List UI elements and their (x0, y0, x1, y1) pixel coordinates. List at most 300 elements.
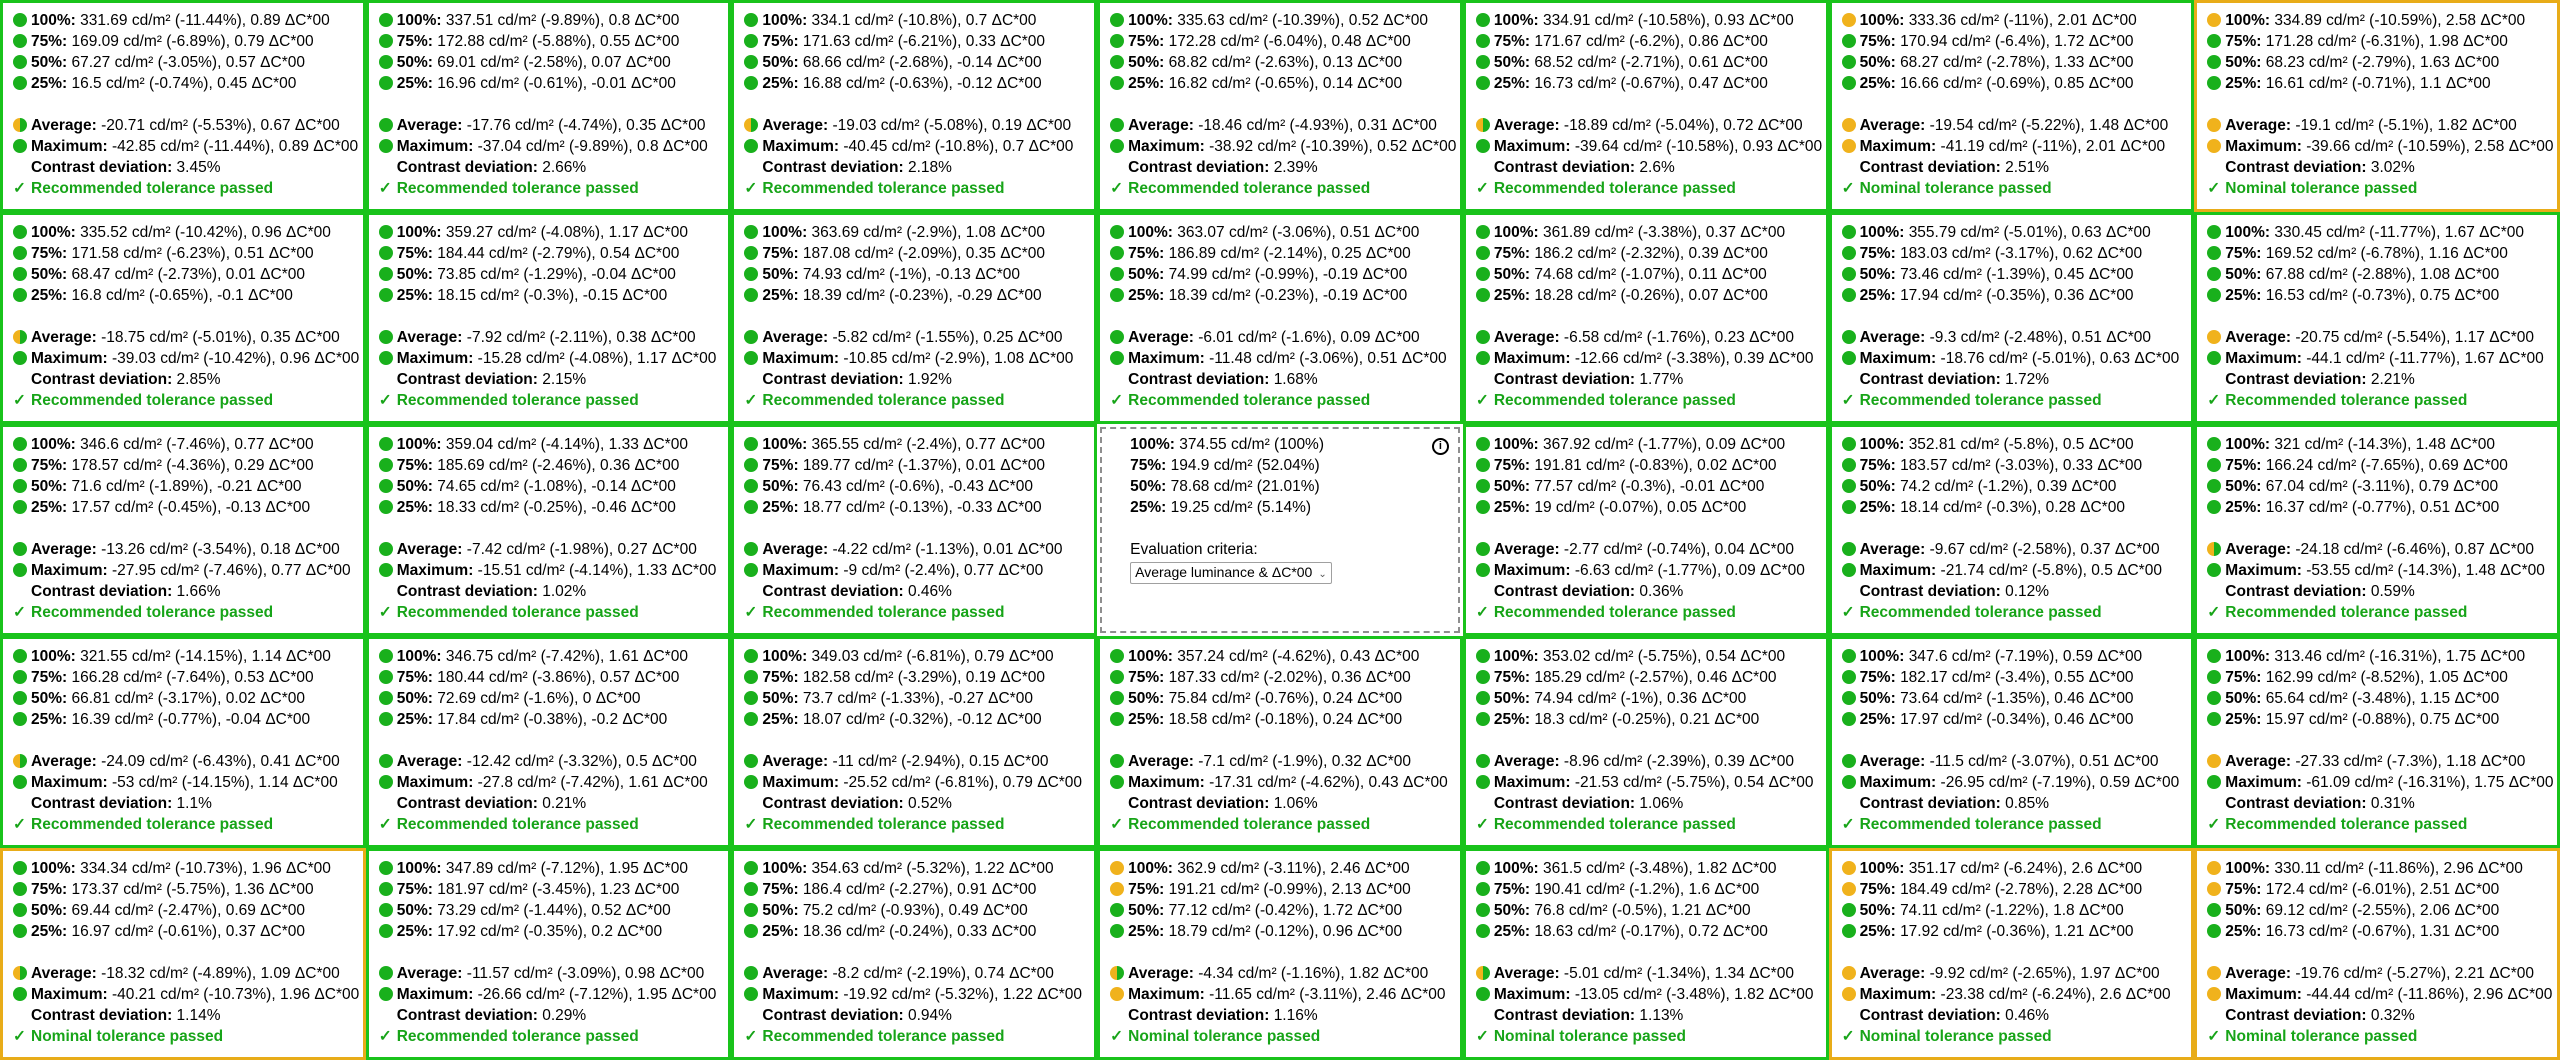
status-dot-icon (379, 118, 393, 132)
contrast-value: 1.06% (1273, 795, 1318, 812)
reference-value: 78.68 cd/m² (21.01%) (1170, 478, 1320, 495)
status-dot-icon (2207, 267, 2221, 281)
level-row-p100 (1842, 434, 2192, 455)
status-dot-icon (13, 118, 27, 132)
maximum-row (1110, 348, 1460, 369)
status-dot-icon (1842, 987, 1856, 1001)
level-value: 171.63 cd/m² (-6.21%), 0.33 ΔC*00 (802, 33, 1046, 50)
level-row-p25 (13, 497, 363, 518)
average-row (379, 327, 729, 348)
level-label: 75%: (1859, 33, 1901, 50)
level-value: 69.44 cd/m² (-2.47%), 0.69 ΔC*00 (71, 902, 305, 919)
tolerance-status-text: Recommended tolerance passed (762, 604, 1005, 621)
measurement-cell[interactable] (0, 848, 366, 1060)
average-row (13, 539, 363, 560)
maximum-value: -25.52 cd/m² (-6.81%), 0.79 ΔC*00 (843, 774, 1083, 791)
status-dot-icon (2207, 330, 2221, 344)
spacer (1476, 306, 1826, 327)
average-row (1842, 115, 2192, 136)
contrast-label: Contrast deviation: (762, 583, 908, 600)
average-label: Average: (1128, 117, 1199, 134)
level-value: 185.29 cd/m² (-2.57%), 0.46 ΔC*00 (1534, 669, 1777, 686)
level-row-p25 (1476, 497, 1826, 518)
status-dot-icon (13, 691, 27, 705)
tolerance-status-text: Recommended tolerance passed (1859, 604, 2102, 621)
contrast-value: 0.46% (2005, 1007, 2050, 1024)
measurement-cell[interactable] (1829, 0, 2195, 212)
average-row (1476, 327, 1826, 348)
measurement-cell[interactable] (1097, 848, 1463, 1060)
spacer (1842, 518, 2192, 539)
status-dot-icon (1476, 987, 1490, 1001)
contrast-label: Contrast deviation: (31, 159, 177, 176)
status-dot-icon (2207, 500, 2221, 514)
maximum-value: -17.31 cd/m² (-4.62%), 0.43 ΔC*00 (1209, 774, 1448, 791)
average-value: -8.96 cd/m² (-2.39%), 0.39 ΔC*00 (1563, 753, 1794, 770)
level-row-p50 (1476, 688, 1826, 709)
measurement-cell[interactable] (1463, 848, 1829, 1060)
average-row (744, 751, 1094, 772)
measurement-cell[interactable] (366, 636, 732, 848)
level-label: 25%: (762, 711, 803, 728)
average-label: Average: (1493, 117, 1564, 134)
maximum-value: -6.63 cd/m² (-1.77%), 0.09 ΔC*00 (1574, 562, 1805, 579)
average-value: -18.75 cd/m² (-5.01%), 0.35 ΔC*00 (101, 329, 340, 346)
contrast-value: 3.45% (176, 159, 221, 176)
level-value: 16.39 cd/m² (-0.77%), -0.04 ΔC*00 (71, 711, 311, 728)
contrast-row (1494, 793, 1826, 814)
level-row-p100 (2207, 646, 2557, 667)
level-row-p100 (13, 222, 363, 243)
level-label: 25%: (762, 923, 803, 940)
status-dot-icon (1476, 861, 1490, 875)
level-row-p100 (2207, 858, 2557, 879)
average-label: Average: (396, 541, 467, 558)
maximum-value: -40.21 cd/m² (-10.73%), 1.96 ΔC*00 (111, 986, 360, 1003)
spacer (379, 518, 729, 539)
status-dot-icon (1476, 458, 1490, 472)
level-row-p50 (1842, 476, 2192, 497)
measurement-cell[interactable] (0, 0, 366, 212)
level-row-p25 (1476, 921, 1826, 942)
level-value: 363.69 cd/m² (-2.9%), 1.08 ΔC*00 (811, 224, 1046, 241)
average-row (1110, 751, 1460, 772)
level-label: 25%: (396, 499, 438, 516)
status-dot-icon (744, 691, 758, 705)
status-dot-icon (2207, 670, 2221, 684)
status-dot-icon (1476, 924, 1490, 938)
level-row-p25 (2207, 285, 2557, 306)
maximum-row (1476, 984, 1826, 1005)
level-row-p75 (744, 31, 1094, 52)
measurement-cell[interactable] (731, 0, 1097, 212)
level-value: 349.03 cd/m² (-6.81%), 0.79 ΔC*00 (811, 648, 1054, 665)
level-label: 75%: (762, 245, 803, 262)
status-dot-icon (1842, 670, 1856, 684)
level-value: 16.53 cd/m² (-0.73%), 0.75 ΔC*00 (2265, 287, 2500, 304)
status-dot-icon (379, 903, 393, 917)
status-dot-icon (1110, 987, 1124, 1001)
measurement-cell[interactable] (2194, 848, 2560, 1060)
level-label: 100%: (1859, 436, 1909, 453)
measurement-cell[interactable] (1463, 212, 1829, 424)
average-label: Average: (1859, 753, 1930, 770)
check-icon: ✓ (13, 604, 26, 621)
measurement-cell[interactable] (366, 0, 732, 212)
status-dot-icon (1476, 76, 1490, 90)
status-dot-icon (2207, 754, 2221, 768)
maximum-value: -39.64 cd/m² (-10.58%), 0.93 ΔC*00 (1574, 138, 1823, 155)
level-value: 171.67 cd/m² (-6.2%), 0.86 ΔC*00 (1534, 33, 1768, 50)
maximum-value: -27.8 cd/m² (-7.42%), 1.61 ΔC*00 (477, 774, 708, 791)
level-value: 73.64 cd/m² (-1.35%), 0.46 ΔC*00 (1900, 690, 2134, 707)
contrast-value: 1.92% (907, 371, 952, 388)
check-icon: ✓ (1475, 1028, 1489, 1045)
maximum-value: -53 cd/m² (-14.15%), 1.14 ΔC*00 (111, 774, 338, 791)
measurement-cell[interactable] (731, 212, 1097, 424)
average-label: Average: (2225, 753, 2296, 770)
average-label: Average: (1859, 541, 1930, 558)
measurement-cell[interactable] (731, 848, 1097, 1060)
status-dot-icon (13, 882, 27, 896)
tolerance-status-text: Nominal tolerance passed (1128, 1028, 1321, 1045)
level-label: 50%: (1128, 902, 1169, 919)
level-value: 334.34 cd/m² (-10.73%), 1.96 ΔC*00 (80, 860, 331, 877)
level-value: 73.29 cd/m² (-1.44%), 0.52 ΔC*00 (437, 902, 671, 919)
maximum-value: -21.74 cd/m² (-5.8%), 0.5 ΔC*00 (1940, 562, 2162, 579)
status-dot-icon (1476, 712, 1490, 726)
average-value: -20.71 cd/m² (-5.53%), 0.67 ΔC*00 (101, 117, 340, 134)
level-label: 25%: (1128, 923, 1169, 940)
level-row-p50 (379, 264, 729, 285)
contrast-row (397, 157, 729, 178)
measurement-cell[interactable] (0, 424, 366, 636)
level-label: 25%: (762, 499, 803, 516)
measurement-cell[interactable] (1829, 424, 2195, 636)
measurement-cell[interactable] (731, 636, 1097, 848)
status-dot-icon (1110, 882, 1124, 896)
level-row-p100 (379, 222, 729, 243)
check-icon: ✓ (1841, 604, 1855, 621)
level-value: 74.94 cd/m² (-1%), 0.36 ΔC*00 (1534, 690, 1747, 707)
level-label: 75%: (396, 245, 438, 262)
status-dot-icon (744, 246, 758, 260)
level-label: 100%: (396, 12, 446, 29)
level-row-p25 (379, 497, 729, 518)
measurement-cell[interactable] (1463, 636, 1829, 848)
check-icon: ✓ (13, 1028, 26, 1045)
maximum-label: Maximum: (396, 986, 478, 1003)
measurement-cell[interactable] (1829, 636, 2195, 848)
spacer (2207, 94, 2557, 115)
level-row-p100 (1842, 646, 2192, 667)
level-label: 100%: (1859, 648, 1909, 665)
maximum-value: -13.05 cd/m² (-3.48%), 1.82 ΔC*00 (1574, 986, 1814, 1003)
measurement-cell[interactable] (366, 424, 732, 636)
level-row-p75 (1476, 31, 1826, 52)
average-value: -6.58 cd/m² (-1.76%), 0.23 ΔC*00 (1563, 329, 1794, 346)
level-label: 100%: (1493, 12, 1543, 29)
contrast-label: Contrast deviation: (2225, 159, 2371, 176)
status-dot-icon (1842, 246, 1856, 260)
level-row-p25 (744, 73, 1094, 94)
level-label: 100%: (2225, 224, 2275, 241)
measurement-cell[interactable] (2194, 636, 2560, 848)
tolerance-status (1476, 602, 1826, 623)
average-value: -11.5 cd/m² (-3.07%), 0.51 ΔC*00 (1929, 753, 2159, 770)
tolerance-status (1842, 390, 2192, 411)
contrast-row (762, 157, 1094, 178)
average-label: Average: (31, 753, 102, 770)
maximum-label: Maximum: (2225, 138, 2307, 155)
level-value: 72.69 cd/m² (-1.6%), 0 ΔC*00 (437, 690, 641, 707)
contrast-label: Contrast deviation: (2225, 583, 2371, 600)
info-icon[interactable]: i (1432, 438, 1449, 455)
status-dot-icon (1842, 437, 1856, 451)
maximum-row (1110, 772, 1460, 793)
level-value: 321.55 cd/m² (-14.15%), 1.14 ΔC*00 (80, 648, 331, 665)
status-dot-icon (1110, 267, 1124, 281)
reference-value: 19.25 cd/m² (5.14%) (1170, 499, 1312, 516)
measurement-cell[interactable] (1829, 212, 2195, 424)
level-row-p25 (13, 73, 363, 94)
measurement-cell[interactable] (731, 424, 1097, 636)
contrast-row (31, 157, 363, 178)
status-dot-icon (2207, 437, 2221, 451)
contrast-value: 2.51% (2005, 159, 2050, 176)
level-value: 16.96 cd/m² (-0.61%), -0.01 ΔC*00 (437, 75, 676, 92)
maximum-value: -15.28 cd/m² (-4.08%), 1.17 ΔC*00 (477, 350, 717, 367)
level-value: 166.24 cd/m² (-7.65%), 0.69 ΔC*00 (2265, 457, 2508, 474)
level-label: 50%: (762, 478, 803, 495)
tolerance-status (2207, 1026, 2557, 1047)
check-icon: ✓ (1841, 392, 1855, 409)
status-dot-icon (2207, 861, 2221, 875)
measurement-cell[interactable] (1097, 636, 1463, 848)
average-value: -9.92 cd/m² (-2.65%), 1.97 ΔC*00 (1929, 965, 2160, 982)
check-icon: ✓ (1110, 180, 1124, 197)
status-dot-icon (2207, 351, 2221, 365)
level-value: 170.94 cd/m² (-6.4%), 1.72 ΔC*00 (1900, 33, 2134, 50)
status-dot-icon (1476, 500, 1490, 514)
average-value: -8.2 cd/m² (-2.19%), 0.74 ΔC*00 (832, 965, 1054, 982)
level-value: 74.11 cd/m² (-1.22%), 1.8 ΔC*00 (1900, 902, 2124, 919)
contrast-row (1128, 793, 1460, 814)
average-label: Average: (31, 965, 102, 982)
level-value: 16.8 cd/m² (-0.65%), -0.1 ΔC*00 (71, 287, 293, 304)
maximum-label: Maximum: (762, 774, 844, 791)
level-label: 50%: (2225, 266, 2266, 283)
average-row (744, 539, 1094, 560)
level-value: 335.63 cd/m² (-10.39%), 0.52 ΔC*00 (1177, 12, 1428, 29)
measurement-cell[interactable] (1097, 0, 1463, 212)
level-value: 17.94 cd/m² (-0.35%), 0.36 ΔC*00 (1900, 287, 2134, 304)
level-label: 50%: (31, 266, 72, 283)
status-dot-icon (744, 437, 758, 451)
level-label: 25%: (1859, 75, 1901, 92)
measurement-cell[interactable] (366, 212, 732, 424)
status-dot-icon (1842, 34, 1856, 48)
level-label: 100%: (762, 860, 812, 877)
level-row-p25 (1110, 921, 1460, 942)
tolerance-status (1110, 178, 1460, 199)
spacer (13, 942, 363, 963)
level-label: 100%: (1128, 12, 1178, 29)
check-icon: ✓ (378, 816, 392, 833)
average-value: -24.18 cd/m² (-6.46%), 0.87 ΔC*00 (2295, 541, 2535, 558)
average-value: -18.46 cd/m² (-4.93%), 0.31 ΔC*00 (1198, 117, 1437, 134)
status-dot-icon (13, 351, 27, 365)
contrast-row (762, 1005, 1094, 1026)
level-value: 352.81 cd/m² (-5.8%), 0.5 ΔC*00 (1908, 436, 2134, 453)
level-row-p100 (13, 10, 363, 31)
measurement-cell[interactable] (366, 848, 732, 1060)
status-dot-icon (379, 924, 393, 938)
level-label: 50%: (1128, 266, 1169, 283)
check-icon: ✓ (378, 604, 392, 621)
tolerance-status (1476, 178, 1826, 199)
status-dot-icon (379, 13, 393, 27)
reference-row-p100 (1130, 434, 1458, 455)
level-value: 18.3 cd/m² (-0.25%), 0.21 ΔC*00 (1534, 711, 1760, 728)
level-label: 50%: (31, 690, 72, 707)
maximum-value: -42.85 cd/m² (-11.44%), 0.89 ΔC*00 (111, 138, 359, 155)
average-label: Average: (1493, 965, 1564, 982)
check-icon: ✓ (2207, 180, 2221, 197)
level-value: 16.5 cd/m² (-0.74%), 0.45 ΔC*00 (71, 75, 297, 92)
tolerance-status-text: Recommended tolerance passed (1493, 604, 1736, 621)
reference-level-label: 100%: (1130, 436, 1180, 453)
tolerance-status-text: Recommended tolerance passed (31, 392, 274, 409)
status-dot-icon (2207, 563, 2221, 577)
tolerance-status (1842, 814, 2192, 835)
level-label: 25%: (2225, 923, 2266, 940)
level-value: 18.14 cd/m² (-0.3%), 0.28 ΔC*00 (1900, 499, 2125, 516)
average-value: -5.01 cd/m² (-1.34%), 1.34 ΔC*00 (1563, 965, 1794, 982)
level-value: 357.24 cd/m² (-4.62%), 0.43 ΔC*00 (1177, 648, 1420, 665)
level-value: 18.58 cd/m² (-0.18%), 0.24 ΔC*00 (1168, 711, 1403, 728)
tolerance-status (379, 602, 729, 623)
status-dot-icon (379, 330, 393, 344)
status-dot-icon (1842, 882, 1856, 896)
contrast-row (1128, 369, 1460, 390)
status-dot-icon (744, 966, 758, 980)
check-icon: ✓ (2207, 816, 2221, 833)
level-row-p75 (1110, 879, 1460, 900)
level-row-p75 (1842, 667, 2192, 688)
tolerance-status-text: Recommended tolerance passed (396, 604, 639, 621)
contrast-row (1860, 581, 2192, 602)
measurement-cell[interactable] (0, 212, 366, 424)
maximum-label: Maximum: (1859, 350, 1941, 367)
criteria-select[interactable] (1130, 562, 1332, 584)
measurement-cell[interactable] (1463, 0, 1829, 212)
status-dot-icon (1476, 966, 1490, 980)
status-dot-icon (1110, 351, 1124, 365)
tolerance-status (1110, 390, 1460, 411)
status-dot-icon (744, 903, 758, 917)
maximum-row (1842, 560, 2192, 581)
level-value: 331.69 cd/m² (-11.44%), 0.89 ΔC*00 (80, 12, 330, 29)
maximum-label: Maximum: (762, 562, 844, 579)
level-label: 50%: (2225, 54, 2266, 71)
level-value: 65.64 cd/m² (-3.48%), 1.15 ΔC*00 (2265, 690, 2500, 707)
level-label: 50%: (1859, 266, 1901, 283)
level-label: 25%: (1493, 75, 1535, 92)
level-label: 100%: (762, 12, 812, 29)
level-value: 162.99 cd/m² (-8.52%), 1.05 ΔC*00 (2265, 669, 2508, 686)
level-value: 18.33 cd/m² (-0.25%), -0.46 ΔC*00 (437, 499, 676, 516)
maximum-label: Maximum: (31, 138, 112, 155)
contrast-value: 0.59% (2370, 583, 2415, 600)
level-value: 354.63 cd/m² (-5.32%), 1.22 ΔC*00 (811, 860, 1054, 877)
average-value: -4.34 cd/m² (-1.16%), 1.82 ΔC*00 (1198, 965, 1429, 982)
reference-row-p75 (1130, 455, 1458, 476)
level-row-p75 (1476, 243, 1826, 264)
status-dot-icon (2207, 13, 2221, 27)
average-row (379, 751, 729, 772)
status-dot-icon (379, 691, 393, 705)
measurement-cell[interactable] (0, 636, 366, 848)
maximum-value: -53.55 cd/m² (-14.3%), 1.48 ΔC*00 (2306, 562, 2545, 579)
level-value: 73.85 cd/m² (-1.29%), -0.04 ΔC*00 (437, 266, 676, 283)
average-label: Average: (1128, 329, 1199, 346)
average-row (1476, 539, 1826, 560)
tolerance-status (13, 1026, 363, 1047)
reference-level-label: 50%: (1130, 478, 1171, 495)
tolerance-status-text: Recommended tolerance passed (1128, 392, 1371, 409)
measurement-cell[interactable] (1829, 848, 2195, 1060)
level-row-p100 (2207, 222, 2557, 243)
average-value: -4.22 cd/m² (-1.13%), 0.01 ΔC*00 (832, 541, 1063, 558)
average-value: -18.32 cd/m² (-4.89%), 1.09 ΔC*00 (101, 965, 340, 982)
status-dot-icon (379, 76, 393, 90)
level-value: 17.97 cd/m² (-0.34%), 0.46 ΔC*00 (1900, 711, 2134, 728)
measurement-cell[interactable] (2194, 424, 2560, 636)
level-label: 100%: (31, 224, 81, 241)
maximum-row (2207, 348, 2557, 369)
status-dot-icon (1476, 903, 1490, 917)
status-dot-icon (744, 987, 758, 1001)
measurement-cell[interactable] (1097, 212, 1463, 424)
level-label: 75%: (2225, 669, 2266, 686)
maximum-label: Maximum: (1493, 562, 1575, 579)
status-dot-icon (379, 882, 393, 896)
level-value: 16.82 cd/m² (-0.65%), 0.14 ΔC*00 (1168, 75, 1403, 92)
status-dot-icon (744, 479, 758, 493)
tolerance-status (744, 814, 1094, 835)
spacer (2207, 306, 2557, 327)
contrast-label: Contrast deviation: (1859, 795, 2006, 812)
contrast-label: Contrast deviation: (396, 583, 543, 600)
check-icon: ✓ (2207, 392, 2221, 409)
level-row-p75 (379, 455, 729, 476)
check-icon: ✓ (1475, 180, 1489, 197)
status-dot-icon (744, 118, 758, 132)
status-dot-icon (1110, 966, 1124, 980)
maximum-row (1476, 772, 1826, 793)
contrast-value: 0.31% (2370, 795, 2415, 812)
status-dot-icon (379, 563, 393, 577)
measurement-cell[interactable] (2194, 212, 2560, 424)
measurement-cell[interactable] (2194, 0, 2560, 212)
level-value: 191.21 cd/m² (-0.99%), 2.13 ΔC*00 (1168, 881, 1411, 898)
level-label: 25%: (2225, 499, 2266, 516)
average-label: Average: (762, 117, 833, 134)
contrast-label: Contrast deviation: (762, 159, 908, 176)
measurement-cell[interactable] (1463, 424, 1829, 636)
maximum-label: Maximum: (31, 350, 112, 367)
